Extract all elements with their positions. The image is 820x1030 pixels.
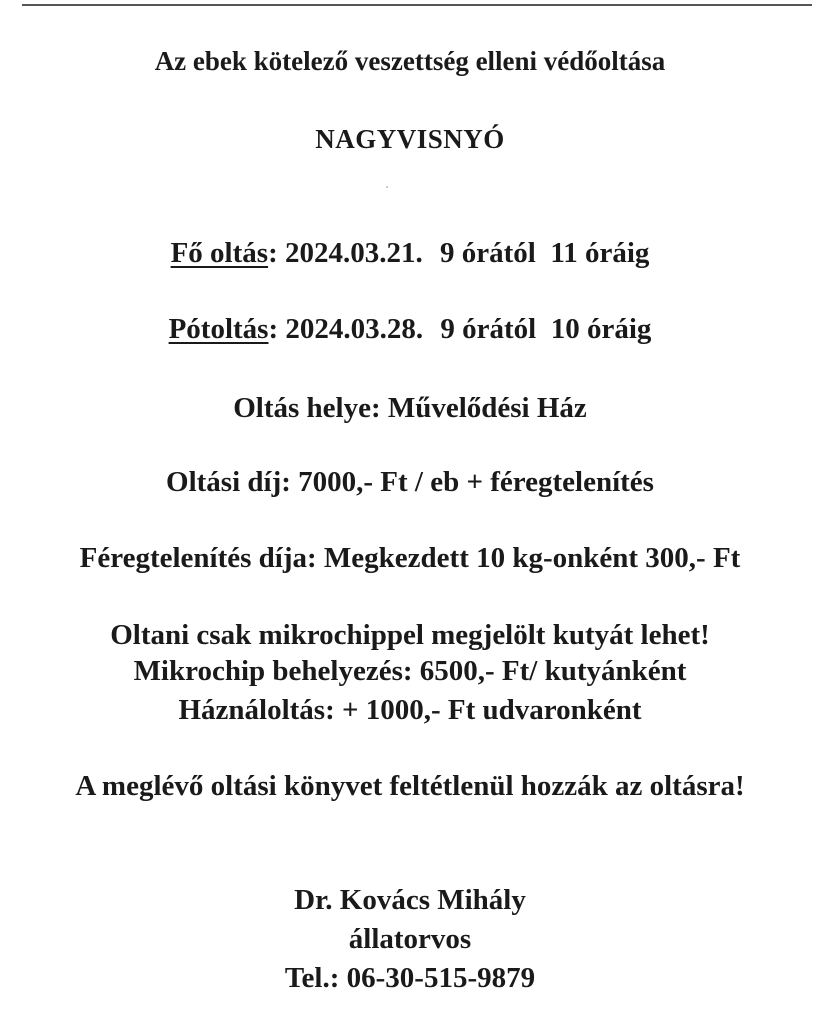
booklet-reminder: A meglévő oltási könyvet feltétlenül hozzák az oltásra!	[75, 770, 745, 802]
main-vaccination-date: 2024.03.21.	[284, 237, 423, 269]
makeup-vaccination-line	[0, 315, 820, 344]
home-vaccination-fee: Háználoltás: + 1000,- Ft udvaronként	[178, 694, 642, 726]
notice-title: Az ebek kötelező veszettség elleni védőoltása	[154, 46, 666, 76]
microchip-fee: Mikrochip behelyezés: 6500,- Ft/ kutyánként	[133, 655, 687, 687]
makeup-vaccination-label: Pótoltás	[168, 313, 269, 345]
vaccination-location: Oltás helye: Művelődési Ház	[233, 392, 587, 424]
main-vaccination-colon: :	[268, 237, 278, 269]
vaccination-fee: Oltási díj: 7000,- Ft / eb + féregtelenítés	[166, 466, 654, 498]
main-vaccination-label: Fő oltás	[170, 237, 269, 269]
vet-name: Dr. Kovács Mihály	[294, 884, 526, 916]
microchip-requirement: Oltani csak mikrochippel megjelölt kutyát lehet!	[110, 619, 710, 651]
makeup-vaccination-hours: 9 órától 10 óráig	[440, 313, 652, 345]
top-divider	[22, 4, 812, 6]
scan-speck	[386, 186, 388, 188]
main-vaccination-hours: 9 órától 11 óráig	[439, 237, 650, 269]
main-vaccination-line	[0, 239, 820, 268]
deworming-fee: Féregtelenítés díja: Megkezdett 10 kg-onként 300,- Ft	[79, 542, 741, 574]
makeup-vaccination-date: 2024.03.28.	[285, 313, 424, 345]
village-name: NAGYVISNYÓ	[315, 124, 505, 154]
vet-phone: Tel.: 06-30-515-9879	[284, 962, 536, 994]
makeup-vaccination-colon: :	[268, 313, 279, 345]
vet-title: állatorvos	[348, 923, 472, 955]
